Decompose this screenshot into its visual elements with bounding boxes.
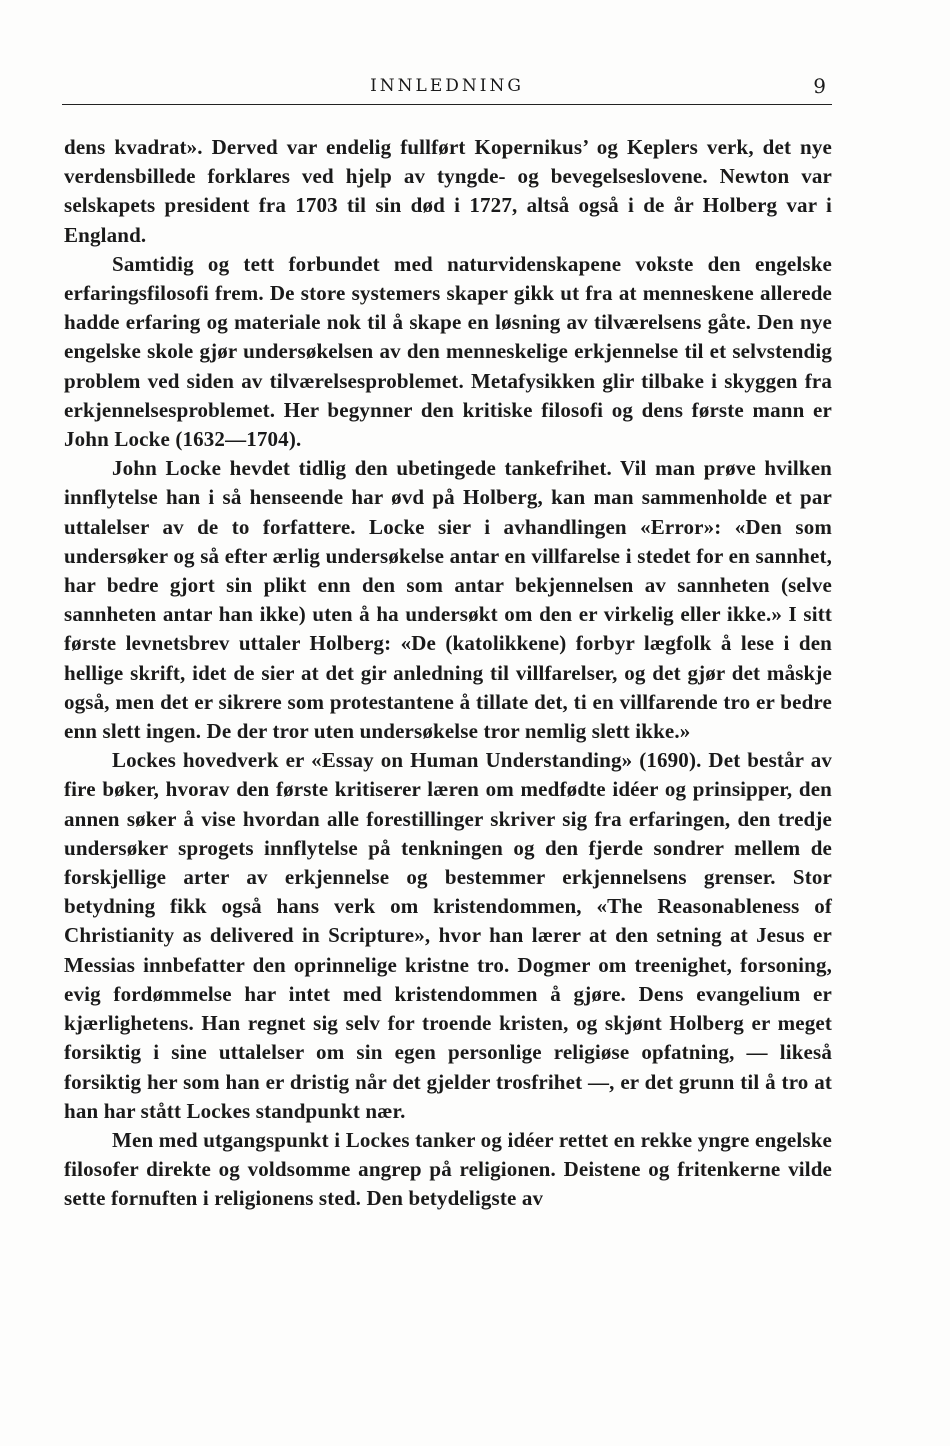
paragraph: John Locke hevdet tidlig den ubetingede tankefrihet. Vil man prøve hvilken innflytelse han i så henseende har øvd på Holberg, kan man sammenholde et par uttalelser av de to forfattere. Locke sier i avhandlingen «Error»: «Den som undersøker og så efter ærlig undersøkelse antar en villfarelse i stedet for en sannhet, har bedre gjort sin plikt enn den som antar bekjennelsen av sannheten (selve sannheten antar han ikke) uten å ha undersøkt om den er virkelig eller ikke.» I sitt første levnetsbrev uttaler Holberg: «De (katolikkene) forbyr lægfolk å lese i den hellige skrift, idet de sier at det gir anledning til villfarelser, og det gjør det måskje også, men det er sikrere som protestantene å tillate det, ti en villfarende tro er bedre enn slett ingen. De der tror uten undersøkelse tror nemlig slett ikke.»	[64, 456, 832, 744]
paragraph: Men med utgangspunkt i Lockes tanker og idéer rettet en rekke yngre engelske filosofer direkte og voldsomme angrep på religionen. Deistene og fritenkerne vilde sette fornuften i religionens sted. Den betydeligste av	[64, 1127, 832, 1211]
running-header	[62, 76, 832, 105]
paragraph: Lockes hovedverk er «Essay on Human Understanding» (1690). Det består av fire bøker, hvorav den første kritiserer læren om medfødte idéer og prinsipper, den annen søker å vise hvordan alle forestillinger skriver sig fra erfaringen, den tredje undersøker sprogets innflytelse på tenkningen og den fjerde sondrer mellem de forskjellige arter av erkjennelse og bestemmer erkjennelsens grenser. Stor betydning fikk også hans verk om kristendommen, «The Reasonableness of Christianity as delivered in Scripture», hvor han lærer at den setning at Jesus er Messias innbefatter den oprinnelige kristne tro. Dogmer om treenighet, forsoning, evig fordømmelse har intet med kristendommen å gjøre. Dens evangelium er kjærlighetens. Han regnet sig selv for troende kristen, og skjønt Holberg er meget forsiktig i sine uttalelser om sin egen personlige religiøse opfatning, — likeså forsiktig her som han er dristig når det gjelder trosfrihet —, er det grunn til å tro at han har stått Lockes standpunkt nær.	[64, 748, 832, 1123]
running-title: INNLEDNING	[370, 76, 524, 96]
paragraph: Samtidig og tett forbundet med naturvidenskapene vokste den engelske erfaringsfilosofi frem. De store systemers skaper gikk ut fra at menneskene allerede hadde erfaring og materiale nok til å skape en løsning av tilværelsens gåte. Den nye engelske skole gjør undersøkelsen av den menneskelige erkjennelse til et selvstendig problem ved siden av tilværelsesproblemet. Metafysikken glir tilbake i skyggen fra erkjennelsesproblemet. Her begynner den kritiske filosofi og dens første mann er John Locke (1632—1704).	[64, 251, 832, 452]
paragraph: dens kvadrat». Derved var endelig fullført Kopernikus’ og Keplers verk, det nye verdensbillede forklares ved hjelp av tyngde- og bevegelseslovene. Newton var selskapets president fra 1703 til sin død i 1727, altså også i de år Holberg var i England.	[64, 135, 832, 247]
body-text	[64, 133, 832, 1214]
page-number: 9	[813, 74, 826, 98]
